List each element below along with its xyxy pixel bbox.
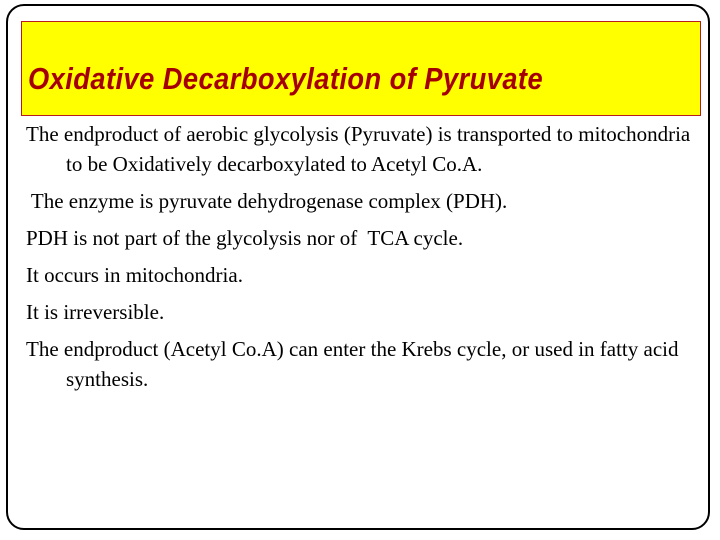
bullet-list: [26, 119, 706, 401]
title-banner: [21, 21, 701, 116]
bullet-item-endproduct-transport: The endproduct of aerobic glycolysis (Pyruvate) is transported to mitochondria to be Oxidatively decarboxylated to Acetyl Co.A.: [26, 122, 691, 176]
slide-title: Oxidative Decarboxylation of Pyruvate: [28, 61, 544, 96]
bullet-item-acetyl-coa-fate: The endproduct (Acetyl Co.A) can enter the Krebs cycle, or used in fatty acid synthesis.: [26, 337, 679, 391]
bullet-item-enzyme: The enzyme is pyruvate dehydrogenase complex (PDH).: [26, 189, 508, 213]
bullet-item-location: It occurs in mitochondria.: [26, 263, 243, 287]
bullet-item-irreversible: It is irreversible.: [26, 300, 165, 324]
bullet-item-not-glycolysis: PDH is not part of the glycolysis nor of TCA cycle.: [26, 226, 464, 250]
